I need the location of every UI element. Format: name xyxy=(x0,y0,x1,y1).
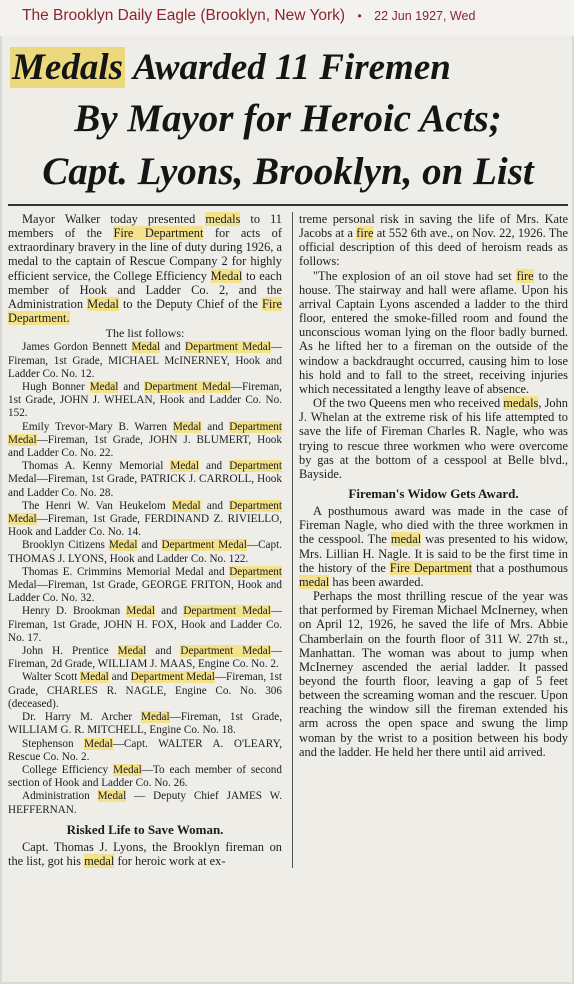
article-column-left xyxy=(8,212,282,868)
highlighted-term: Department Medal xyxy=(130,671,215,684)
text-run: Of the two Queens men who received xyxy=(313,396,504,411)
text-run: —Fireman, 1st Grade, CHARLES R. NAGLE, Engine Co. No. 306 (deceased). xyxy=(8,671,282,710)
award-entry xyxy=(8,460,282,500)
text-run: and xyxy=(118,381,145,394)
text-run: and xyxy=(200,499,230,512)
award-entry xyxy=(8,341,282,381)
article-column-right xyxy=(292,212,568,868)
headline-line-1 xyxy=(8,44,568,92)
official-description-paragraph xyxy=(299,269,568,396)
award-entry xyxy=(8,500,282,540)
headline-line-3: Capt. Lyons, Brooklyn, on List xyxy=(42,150,534,193)
text-run: —Capt. THOMAS J. LYONS, Hook and Ladder Co. No. 122. xyxy=(8,539,283,565)
highlighted-term: Medal xyxy=(113,763,142,776)
clipping-separator: • xyxy=(357,9,362,23)
text-run: —Fireman, 1st Grade, FERDINAND Z. RIVIELLO, Hook and Ladder Co. No. 14. xyxy=(8,513,282,539)
highlighted-term: medal xyxy=(299,574,330,589)
highlighted-term: Department Medal xyxy=(180,645,271,658)
continuation-paragraph xyxy=(299,212,568,269)
text-run: — Deputy Chief JAMES W. HEFFERNAN. xyxy=(8,790,282,816)
highlighted-term: Medal xyxy=(108,539,138,552)
text-run: Dr. Harry M. Archer xyxy=(22,711,142,724)
intro-paragraph xyxy=(8,212,282,325)
text-run: John H. Prentice xyxy=(22,645,118,658)
text-run: and xyxy=(108,671,131,684)
text-run: and xyxy=(201,420,230,433)
text-run: and xyxy=(160,341,186,354)
highlighted-term: Department Medal xyxy=(185,341,271,354)
highlighted-term: Medal xyxy=(172,420,202,433)
highlighted-term: Medal xyxy=(84,737,113,750)
text-run: and xyxy=(154,605,184,618)
text-run: at 552 6th ave., on Nov. 22, 1926. The official description of this deed of heroism reads as follows: xyxy=(299,226,568,269)
text-run: Emily Trevor-Mary B. Warren xyxy=(22,420,173,433)
text-run: Thomas A. Kenny Memorial xyxy=(22,460,171,473)
text-run: was presented to his widow, Mrs. Lillian H. Nagle. It is said to be the first time in the history of the xyxy=(299,532,568,575)
highlighted-term: medals xyxy=(503,396,539,411)
text-run: and xyxy=(146,645,181,658)
headline-line-1-rest: Awarded 11 Firemen xyxy=(125,47,451,88)
text-run: Medal—Fireman, 1st Grade, PATRICK J. CARROLL, Hook and Ladder Co. No. 28. xyxy=(8,473,282,499)
text-run: Thomas E. Crimmins Memorial Medal and xyxy=(22,565,230,578)
highlighted-term: medals xyxy=(205,212,241,226)
text-run: Stephenson xyxy=(22,737,85,750)
text-run: Capt. Thomas J. Lyons, the Brooklyn fireman on the list, got his xyxy=(8,839,282,869)
highlighted-term: Department Medal xyxy=(8,420,282,446)
award-entry xyxy=(8,421,282,461)
highlighted-term: Medal xyxy=(80,671,109,684)
award-entry xyxy=(8,738,282,764)
text-run: to the house. The stairway and hall were aflame. Upon his arrival Captain Lyons ascended a ladder to the third floor, entered the smoke-filled room and found the unconscious woman lying on the floor badly burned. As he lifted her to a fireman on the outside of the window a backdraught occurred, causing him to lose his hold and to fall to the street, receiving injuries which necessitated a lengthy leave of absence. xyxy=(299,268,568,396)
text-run: Hugh Bonner xyxy=(22,381,90,394)
award-entry xyxy=(8,605,282,645)
text-run: , John J. Whelan at the extreme risk of his life attempted to save the life of Fireman Charles R. Nagle, who was trying to rescue three workmen who were overcome by gas at the bottom of a cesspool at Belle blvd., Bayside. xyxy=(299,396,568,481)
highlighted-term: Medal xyxy=(141,711,170,724)
highlighted-term: fire xyxy=(356,226,374,241)
text-run: College Efficiency xyxy=(22,763,114,776)
clipping-date: 22 Jun 1927, Wed xyxy=(374,9,476,23)
highlighted-term: Medal xyxy=(87,296,119,311)
highlighted-term: Medal xyxy=(89,381,119,394)
subhead-risked-life: Risked Life to Save Woman. xyxy=(66,821,224,837)
text-run: James Gordon Bennett xyxy=(22,341,132,354)
text-run: Walter Scott xyxy=(22,671,81,684)
highlighted-term: Department Medal xyxy=(144,381,231,394)
text-run: has been awarded. xyxy=(329,574,424,589)
text-run: to each member of Hook and Ladder Co. 2, and the Administration xyxy=(8,268,282,311)
text-run: —Fireman, 1st Grade, JOHN H. FOX, Hook and Ladder Co. No. 17. xyxy=(8,605,283,644)
highlighted-term: medal xyxy=(84,854,115,869)
highlighted-term: Department Medal xyxy=(183,605,271,618)
text-run: The Henri W. Van Heukelom xyxy=(22,499,172,512)
award-entry xyxy=(8,645,282,671)
award-entry xyxy=(8,381,282,421)
highlighted-term: Medal xyxy=(117,645,147,658)
headline-line-2: By Mayor for Heroic Acts; xyxy=(74,97,502,140)
highlighted-term: Medal xyxy=(210,268,243,283)
list-intro: The list follows: xyxy=(105,326,185,341)
newspaper-clipping xyxy=(2,36,572,982)
highlighted-term: Medal xyxy=(171,499,201,512)
clipping-source-title: The Brooklyn Daily Eagle (Brooklyn, New York) xyxy=(22,7,346,24)
text-run: —Fireman, 1st Grade, MICHAEL McINERNEY, Hook and Ladder Co. No. 12. xyxy=(8,341,282,380)
text-run: A posthumous award was made in the case of Fireman Nagle, who died with the three workmen in the cesspool. The xyxy=(299,504,568,547)
text-run: Perhaps the most thrilling rescue of the year was that performed by Fireman Michael McInerney, when on April 12, 1926, he saved the life of Mrs. Abbie Chamberlain on the fourth floor of 311 W. 27th st., Manhattan. The woman was about to jump when McInerney ascended the aerial ladder. It passed beyond the fourth floor, leaving a gap of 5 feet between the screaming woman and the rescuer. Upon reaching the window sill the fireman extended his arm across the open space and swung the limp woman by the wrist to a position between his body and the ladder. He held her there until aid arrived. xyxy=(299,589,568,759)
award-list xyxy=(8,341,282,816)
text-run: Henry D. Brookman xyxy=(22,605,127,618)
headline-highlight: Medals xyxy=(12,47,123,88)
text-run: —Capt. WALTER A. O'LEARY, Rescue Co. No. 2. xyxy=(8,737,282,763)
article-columns xyxy=(8,212,568,868)
text-run: that a posthumous xyxy=(472,560,568,575)
mcinerney-rescue-paragraph xyxy=(299,589,568,759)
text-run: Brooklyn Citizens xyxy=(22,539,109,552)
text-run: and xyxy=(137,539,162,552)
text-run: "The explosion of an oil stove had set xyxy=(313,268,517,283)
highlighted-term: fire xyxy=(516,268,534,283)
text-run: to 11 members of the xyxy=(8,212,283,241)
text-run: for acts of extraordinary bravery in the line of duty during 1926, a medal to the captain of Rescue Company 2 for highly efficient service, the College Efficiency xyxy=(8,226,282,283)
headline-rule xyxy=(8,204,568,206)
award-entry xyxy=(8,566,282,606)
highlighted-term: Fire Department. xyxy=(8,296,282,326)
text-run: —Fireman, 1st Grade, WILLIAM G. R. MITCHELL, Engine Co. No. 18. xyxy=(8,711,282,737)
text-run: Mayor Walker today presented xyxy=(22,212,206,226)
award-entry xyxy=(8,790,282,816)
highlighted-term: Medal xyxy=(131,341,161,354)
text-run: Administration xyxy=(22,790,98,803)
highlighted-term: Medal xyxy=(170,460,199,473)
lyons-paragraph xyxy=(8,840,282,868)
text-run: —Fireman, 1st Grade, JOHN J. WHELAN, Hook and Ladder Co. No. 152. xyxy=(8,381,283,420)
highlighted-term: Department Medal xyxy=(8,499,282,526)
highlighted-term: Department xyxy=(229,565,282,578)
subhead-widow-award: Fireman's Widow Gets Award. xyxy=(348,485,519,501)
highlighted-term: Department Medal xyxy=(161,539,247,552)
text-run: for heroic work at ex- xyxy=(114,854,226,869)
text-run: —Fireman, 2d Grade, WILLIAM J. MAAS, Engine Co. No. 2. xyxy=(8,645,282,671)
award-entry xyxy=(8,671,282,711)
highlighted-term: Fire Department xyxy=(113,226,204,241)
text-run: Medal—Fireman, 1st Grade, GEORGE FRITON, Hook and Ladder Co. No. 32. xyxy=(8,579,282,605)
award-entry xyxy=(8,539,282,565)
award-entry xyxy=(8,711,282,737)
text-run: —Fireman, 1st Grade, JOHN J. BLUMERT, Hook and Ladder Co. No. 22. xyxy=(8,433,282,460)
highlighted-term: medal xyxy=(390,532,422,547)
highlighted-term: Department xyxy=(229,460,282,473)
text-run: and xyxy=(198,460,230,473)
text-run: —To each member of second section of Hook and Ladder Co. No. 26. xyxy=(8,763,282,790)
text-run: to the Deputy Chief of the xyxy=(118,296,263,311)
award-entry xyxy=(8,764,282,790)
highlighted-term: Fire Department xyxy=(389,560,473,575)
highlighted-term: Medal xyxy=(97,790,127,803)
text-run: treme personal risk in saving the life of Mrs. Kate Jacobs at a xyxy=(299,212,568,241)
queens-men-paragraph xyxy=(299,396,568,481)
posthumous-award-paragraph xyxy=(299,504,568,589)
clipping-header xyxy=(0,0,574,36)
highlighted-term: Medal xyxy=(126,605,155,618)
